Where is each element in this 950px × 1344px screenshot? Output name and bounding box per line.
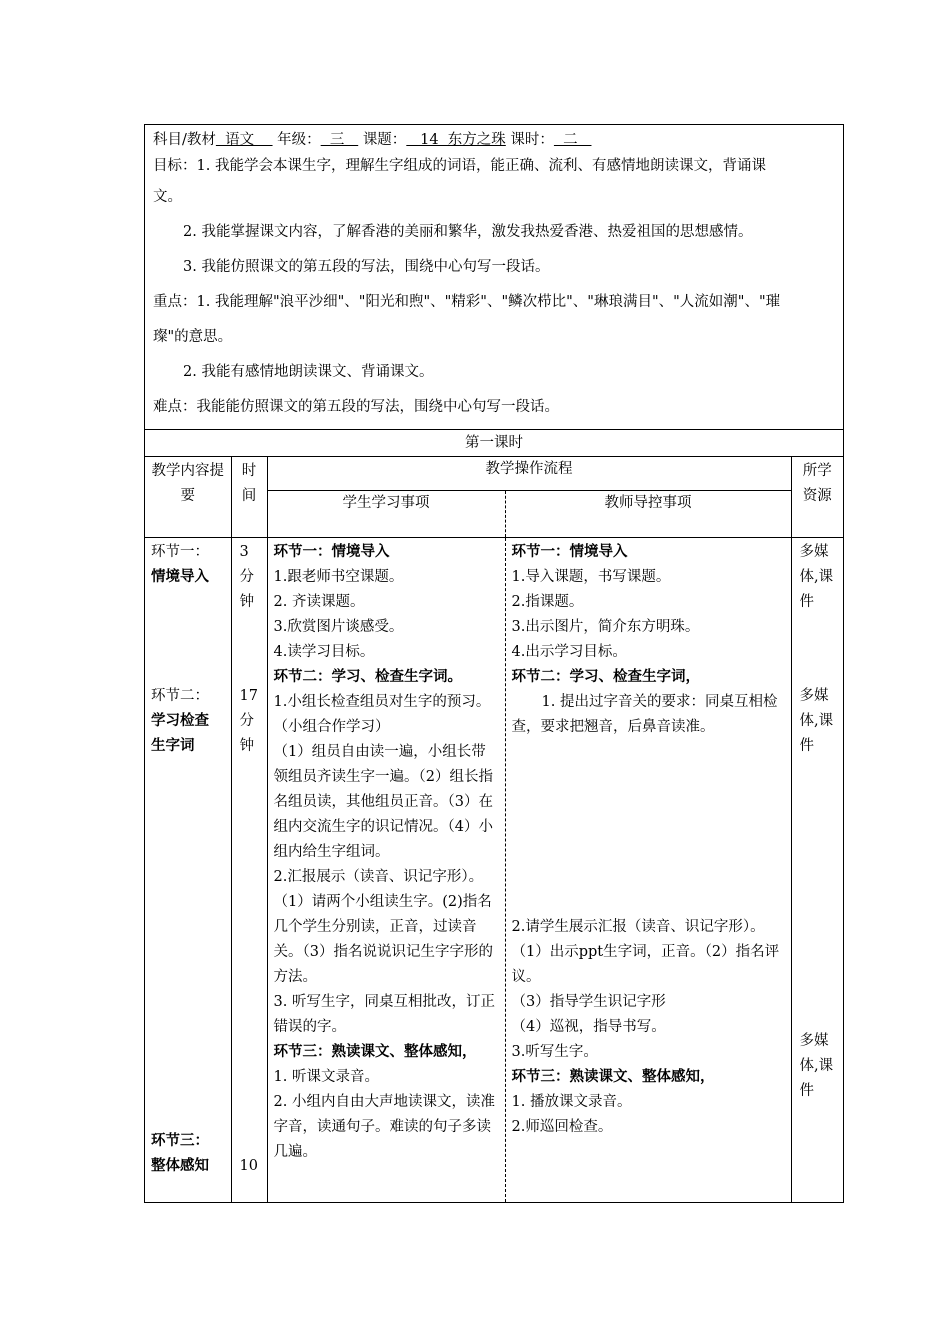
stage-2-label: 环节二： (151, 688, 209, 704)
time-cell (231, 538, 267, 1203)
subject-label: 科目/教材 (153, 132, 216, 148)
stage-3-title: 整体感知 (151, 1158, 209, 1174)
student-s3-title: 环节三：熟读课文、整体感知， (273, 1044, 477, 1060)
student-s2-item: （1）请两个小组读生字。(2)指名几个学生分别读，正音，过读音关。（3）指名说说识记生字字形的方法。 (273, 894, 493, 985)
header-block (145, 125, 843, 430)
teacher-s2-item: （1）出示ppt生字词，正音。（2）指名评议。 (511, 944, 780, 985)
student-s3-item: 1. 听课文录音。 (273, 1069, 379, 1085)
key-point-1-cont: 璨"的意思。 (153, 329, 233, 345)
header-resource: 所学资源 (791, 457, 843, 538)
teacher-s1-item: 4.出示学习目标。 (511, 644, 627, 660)
stage-3-time: 10 (239, 1158, 258, 1174)
teacher-s2-item: （3）指导学生识记字形 (511, 994, 666, 1010)
section-title: 第一课时 (145, 430, 843, 457)
stage-labels-cell (145, 538, 231, 1203)
student-s1-item: 1.跟老师书空课题。 (273, 569, 404, 585)
header-flow: 教学操作流程 (267, 457, 791, 491)
student-s2-item: 1.小组长检查组员对生字的预习。（小组合作学习） (273, 694, 491, 735)
stage-1-title: 情境导入 (151, 569, 209, 585)
stage-3-label: 环节三： (151, 1133, 209, 1149)
header-line (153, 127, 835, 153)
goal-1-cont: 文。 (153, 189, 182, 205)
key-point-2: 2. 我能有感情地朗读课文、背诵课文。 (183, 364, 434, 380)
student-s2-item: （1）组员自由读一遍，小组长带领组员齐读生字一遍。（2）组长指名组员读，其他组员正音。（3）在组内交流生字的识记情况。（4）小组内给生字组词。 (273, 744, 493, 860)
resource-cell (791, 538, 843, 1203)
goal-1: 目标：1. 我能学会本课生字，理解生字组成的词语，能正确、流利、有感情地朗读课文，背诵课 (153, 158, 766, 174)
header-student: 学生学习事项 (267, 491, 505, 538)
teacher-s2-item: 1. 提出过字音关的要求：同桌互相检查，要求把翘音，后鼻音读准。 (511, 694, 778, 735)
goal-2: 2. 我能掌握课文内容，了解香港的美丽和繁华，激发我热爱香港、热爱祖国的思想感情。 (183, 224, 753, 240)
goal-3: 3. 我能仿照课文的第五段的写法，围绕中心句写一段话。 (183, 259, 550, 275)
topic-label: 课题： (362, 132, 407, 148)
teacher-s2-item: 2.请学生展示汇报（读音、识记字形）。 (511, 919, 765, 935)
process-table (145, 457, 843, 1202)
teacher-s2-title: 环节二：学习、检查生字词， (511, 669, 700, 685)
student-s2-item: 2.汇报展示（读音、识记字形）。 (273, 869, 484, 885)
teacher-s1-item: 3.出示图片，简介东方明珠。 (511, 619, 700, 635)
header-content: 教学内容提要 (145, 457, 231, 538)
student-s3-item: 2. 小组内自由大声地读课文，读准字音，读通句子。难读的句子多读几遍。 (273, 1094, 495, 1160)
stage-2-resource: 多媒体,课件 (799, 688, 834, 754)
period-value: 二 (553, 132, 592, 148)
student-s1-item: 4.读学习目标。 (273, 644, 375, 660)
teacher-s1-item: 2.指课题。 (511, 594, 584, 610)
grade-label: 年级： (277, 132, 321, 148)
period-label: 课时： (510, 132, 554, 148)
teacher-s3-item: 1. 播放课文录音。 (511, 1094, 632, 1110)
difficulty: 难点：我能能仿照课文的第五段的写法，围绕中心句写一段话。 (153, 399, 559, 415)
lesson-plan-sheet (144, 124, 844, 1203)
teacher-s3-title: 环节三：熟读课文、整体感知， (511, 1069, 715, 1085)
student-s1-title: 环节一：情境导入 (273, 544, 390, 560)
key-point-1: 重点：1. 我能理解"浪平沙细"、"阳光和煦"、"精彩"、"鳞次栉比"、"琳琅满目"、"人流如潮"、"璀 (153, 294, 781, 310)
stage-3-resource: 多媒体,课件 (799, 1033, 834, 1099)
table-header-row (145, 457, 843, 491)
teacher-s2-item: 3.听写生字。 (511, 1044, 598, 1060)
teacher-s1-title: 环节一：情境导入 (511, 544, 628, 560)
lesson-plan-table (144, 124, 844, 1202)
student-s2-title: 环节二：学习、检查生字词。 (273, 669, 462, 685)
stage-2-time: 17分钟 (239, 688, 258, 754)
teacher-s1-item: 1.导入课题，书写课题。 (511, 569, 671, 585)
student-s1-item: 2. 齐读课题。 (273, 594, 365, 610)
stage-1-label: 环节一： (151, 544, 209, 560)
teacher-cell (505, 538, 791, 1203)
stage-2-title: 学习检查生字词 (151, 713, 209, 754)
header-time: 时间 (231, 457, 267, 538)
table-bottom-border (144, 1202, 844, 1203)
grade-value: 三 (320, 132, 359, 148)
teacher-s2-item: （4）巡视，指导书写。 (511, 1019, 666, 1035)
topic-value: 14 东方之珠 (406, 132, 506, 148)
stage-1-resource: 多媒体,课件 (799, 544, 834, 610)
teacher-s3-item: 2.师巡回检查。 (511, 1119, 613, 1135)
student-s1-item: 3.欣赏图片谈感受。 (273, 619, 404, 635)
student-cell (267, 538, 505, 1203)
subject-value: 语文 (215, 132, 273, 148)
table-row (145, 538, 843, 1203)
student-s2-item: 3. 听写生字，同桌互相批改，订正错误的字。 (273, 994, 495, 1035)
stage-1-time: 3分钟 (239, 544, 254, 610)
header-teacher: 教师导控事项 (505, 491, 791, 538)
